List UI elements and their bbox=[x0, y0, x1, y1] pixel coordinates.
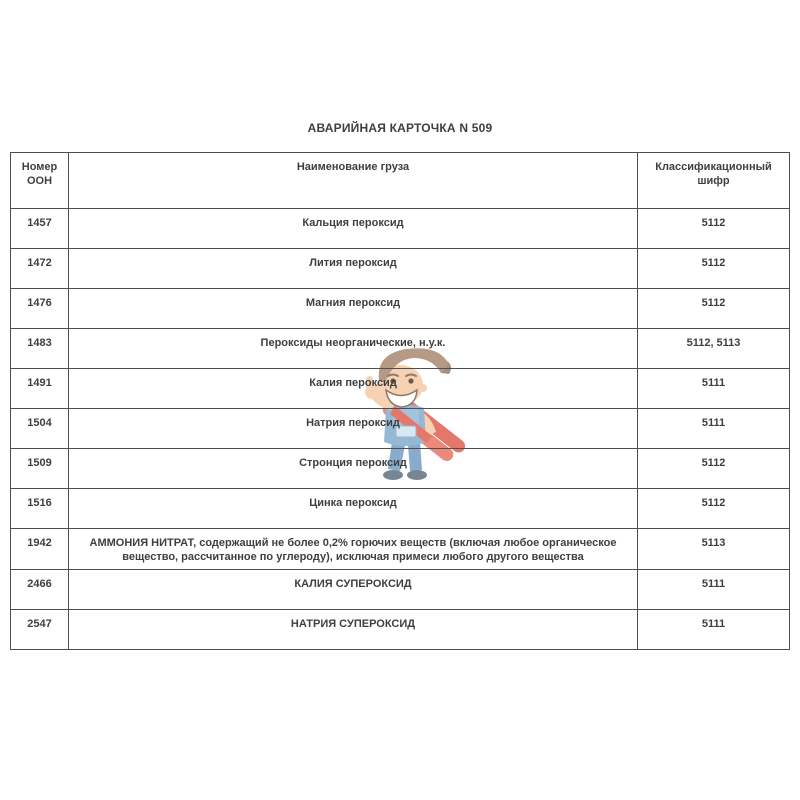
table-row bbox=[11, 529, 790, 570]
table-row bbox=[11, 369, 790, 409]
emergency-card-table bbox=[10, 152, 790, 650]
table-header bbox=[11, 153, 790, 209]
table-header-row bbox=[11, 153, 790, 209]
cell-cargo-name: Лития пероксид bbox=[69, 249, 638, 289]
cell-un-number: 1483 bbox=[11, 329, 69, 369]
table-row bbox=[11, 609, 790, 649]
cell-un-number: 1457 bbox=[11, 209, 69, 249]
table-row bbox=[11, 489, 790, 529]
cell-un-number: 1509 bbox=[11, 449, 69, 489]
cell-classification-code: 5112 bbox=[638, 289, 790, 329]
cell-un-number: 1516 bbox=[11, 489, 69, 529]
table-row bbox=[11, 209, 790, 249]
header-un-number: Номер ООН bbox=[11, 153, 69, 209]
table-row bbox=[11, 249, 790, 289]
cell-un-number: 1942 bbox=[11, 529, 69, 570]
table-row bbox=[11, 449, 790, 489]
cell-un-number: 2466 bbox=[11, 569, 69, 609]
cell-cargo-name: Магния пероксид bbox=[69, 289, 638, 329]
cell-classification-code: 5112 bbox=[638, 209, 790, 249]
cell-classification-code: 5111 bbox=[638, 369, 790, 409]
cell-cargo-name: АММОНИЯ НИТРАТ, содержащий не более 0,2% горючих веществ (включая любое органическое вещество, рассчитанное по углероду), исключая примеси любого другого вещества bbox=[69, 529, 638, 570]
table-row bbox=[11, 569, 790, 609]
cell-cargo-name: Цинка пероксид bbox=[69, 489, 638, 529]
cell-cargo-name: КАЛИЯ СУПЕРОКСИД bbox=[69, 569, 638, 609]
cell-classification-code: 5113 bbox=[638, 529, 790, 570]
cell-cargo-name: НАТРИЯ СУПЕРОКСИД bbox=[69, 609, 638, 649]
cell-un-number: 2547 bbox=[11, 609, 69, 649]
table-row bbox=[11, 289, 790, 329]
table-row bbox=[11, 409, 790, 449]
header-classification-code: Классификационный шифр bbox=[638, 153, 790, 209]
cell-classification-code: 5111 bbox=[638, 569, 790, 609]
cell-un-number: 1476 bbox=[11, 289, 69, 329]
cell-cargo-name: Стронция пероксид bbox=[69, 449, 638, 489]
cell-cargo-name: Кальция пероксид bbox=[69, 209, 638, 249]
cell-cargo-name: Пероксиды неорганические, н.у.к. bbox=[69, 329, 638, 369]
cell-cargo-name: Натрия пероксид bbox=[69, 409, 638, 449]
cell-un-number: 1472 bbox=[11, 249, 69, 289]
cell-un-number: 1504 bbox=[11, 409, 69, 449]
page-title: АВАРИЙНАЯ КАРТОЧКА N 509 bbox=[307, 121, 493, 135]
cell-classification-code: 5111 bbox=[638, 609, 790, 649]
header-cargo-name: Наименование груза bbox=[69, 153, 638, 209]
cell-classification-code: 5112 bbox=[638, 449, 790, 489]
cell-classification-code: 5112, 5113 bbox=[638, 329, 790, 369]
cell-classification-code: 5112 bbox=[638, 489, 790, 529]
cell-classification-code: 5112 bbox=[638, 249, 790, 289]
cell-cargo-name: Калия пероксид bbox=[69, 369, 638, 409]
table-row bbox=[11, 329, 790, 369]
table-body bbox=[11, 209, 790, 650]
cell-classification-code: 5111 bbox=[638, 409, 790, 449]
cell-un-number: 1491 bbox=[11, 369, 69, 409]
